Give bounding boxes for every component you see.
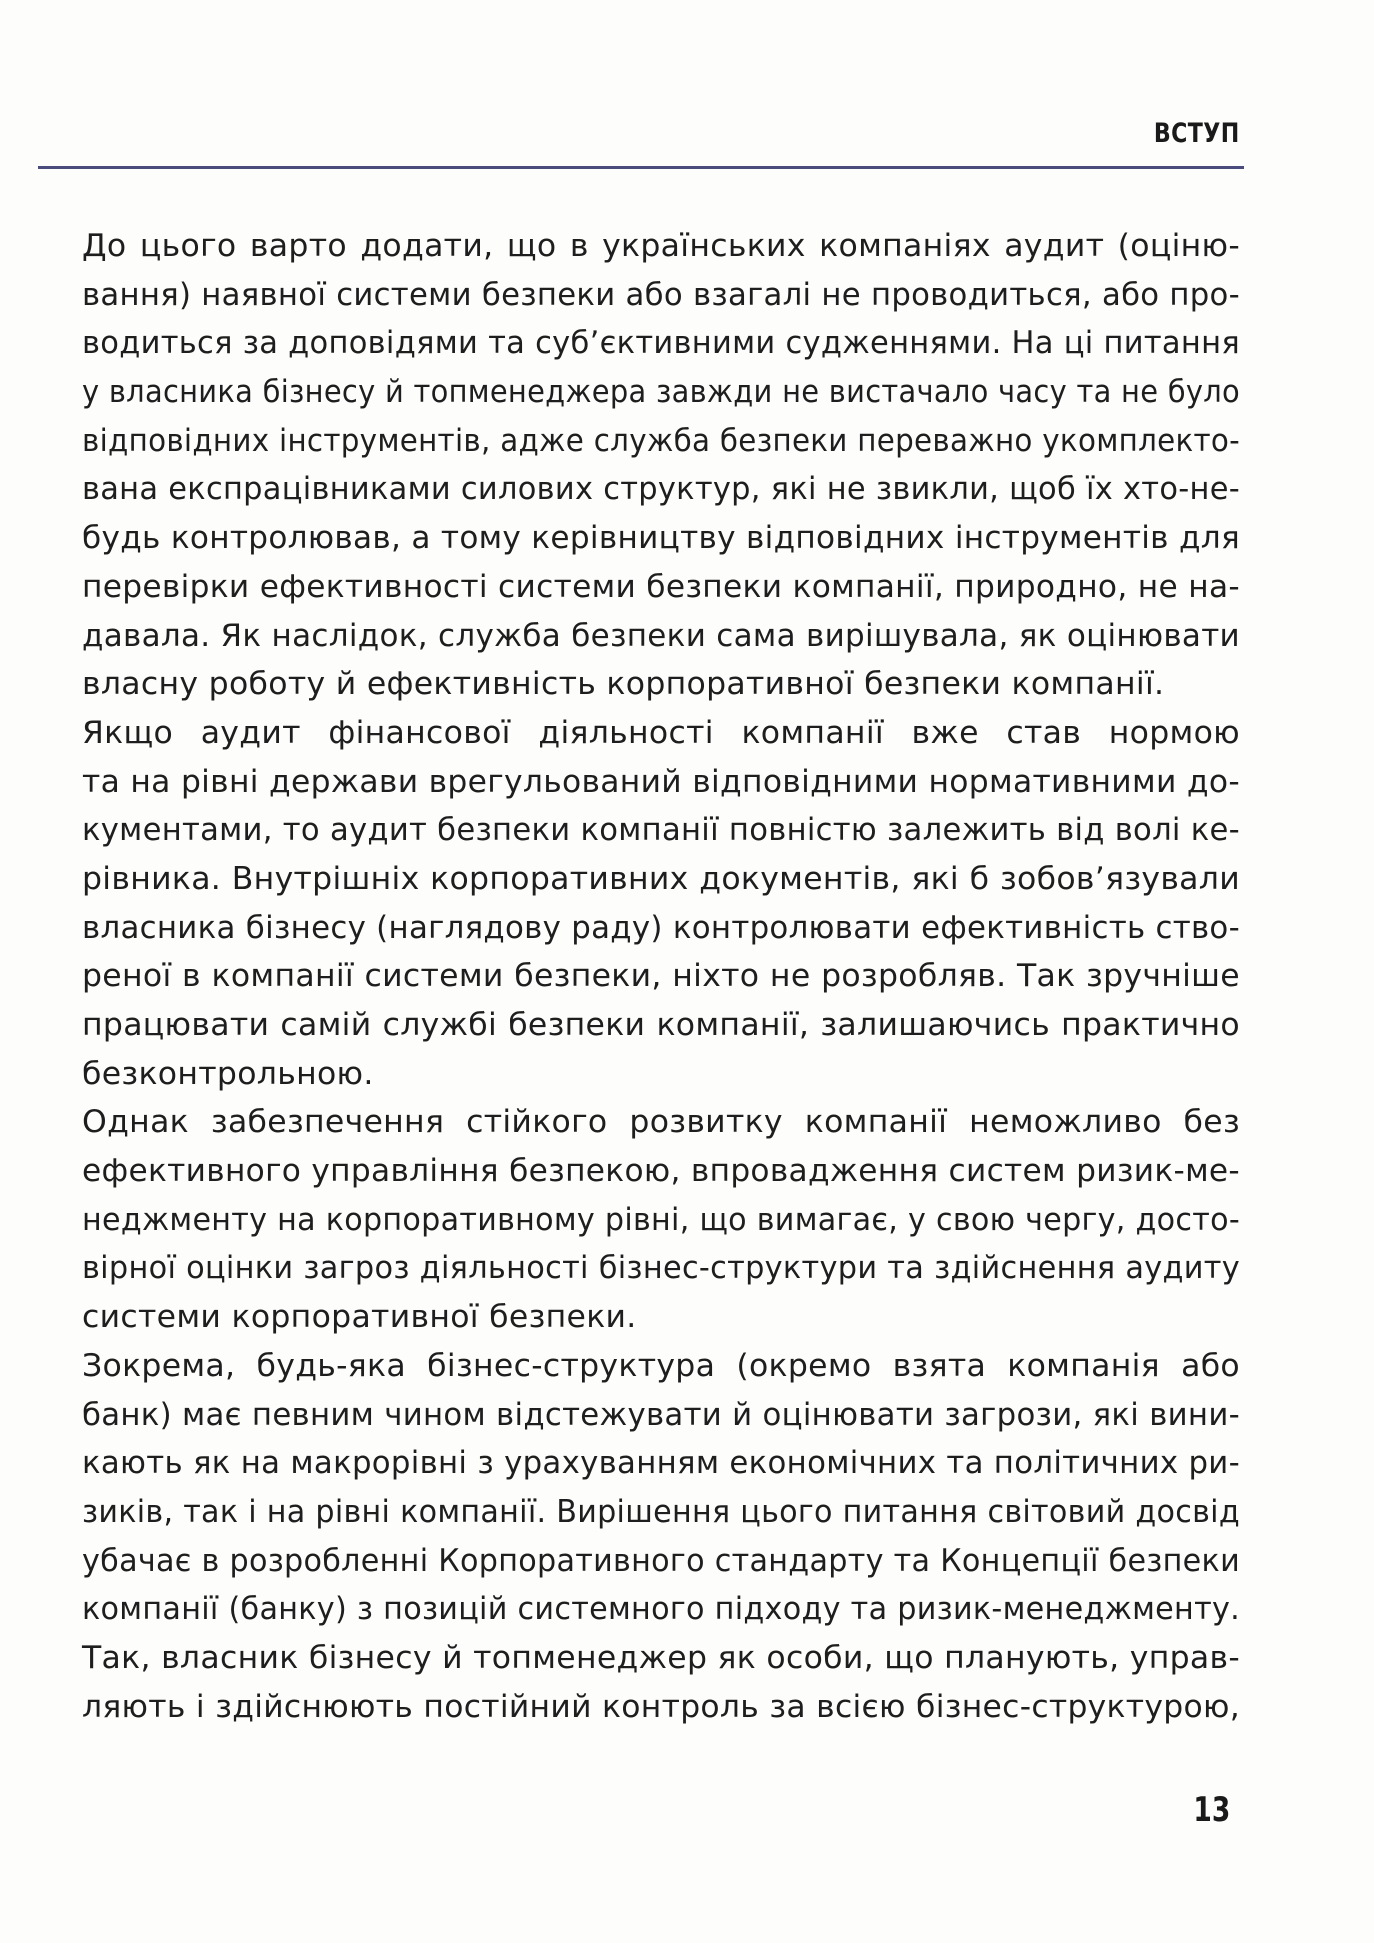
body-text — [82, 222, 1240, 1731]
text-line: власну роботу й ефективність корпоративної безпеки компанії. — [82, 666, 1165, 703]
text-line: Зокрема, будь-яка бізнес-структура (окремо взята компанія або — [82, 1347, 1240, 1384]
text-line: зиків, так і на рівні компанії. Вирішення цього питання світовий досвід — [82, 1493, 1240, 1530]
text-line: працювати самій службі безпеки компанії, залишаючись практично — [82, 1007, 1240, 1043]
text-line: реної в компанії системи безпеки, ніхто не розробляв. Так зручніше — [82, 958, 1240, 995]
text-line: неджменту на корпоративному рівні, що вимагає, у свою чергу, досто- — [82, 1201, 1240, 1238]
text-line: кають як на макрорівні з урахуванням економічних та політичних ри- — [82, 1445, 1240, 1482]
text-line: Якщо аудит фінансової діяльності компанії вже став нормою — [82, 714, 1240, 751]
text-line: банк) має певним чином відстежувати й оцінювати загрози, які вини- — [82, 1396, 1240, 1433]
text-line: системи корпоративної безпеки. — [82, 1299, 637, 1336]
text-line: кументами, то аудит безпеки компанії повністю залежить від волі ке- — [82, 812, 1240, 849]
text-line: вана експрацівниками силових структур, які не звикли, щоб їх хто-не- — [82, 471, 1240, 508]
text-line: відповідних інструментів, адже служба безпеки переважно укомплекто- — [82, 422, 1240, 459]
text-line: безконтрольною. — [82, 1055, 374, 1092]
header-rule — [38, 166, 1244, 169]
text-line: Однак забезпечення стійкого розвитку компанії неможливо без — [82, 1104, 1240, 1141]
text-line: ляють і здійснюють постійний контроль за всією бізнес-структурою, — [82, 1688, 1240, 1725]
text-line: ефективного управління безпекою, впровадження систем ризик-ме- — [82, 1153, 1240, 1190]
page-number: 13 — [1193, 1790, 1230, 1830]
text-line: давала. Як наслідок, служба безпеки сама вирішувала, як оцінювати — [82, 617, 1240, 654]
text-line: вірної оцінки загроз діяльності бізнес-структури та здійснення аудиту — [82, 1250, 1240, 1287]
text-line: у власника бізнесу й топменеджера завжди не вистачало часу та не було — [82, 374, 1240, 411]
text-line: вання) наявної системи безпеки або взагалі не проводиться, або про- — [82, 276, 1240, 313]
running-head: ВСТУП — [1154, 118, 1240, 149]
text-line: будь контролював, а тому керівництву відповідних інструментів для — [82, 520, 1240, 557]
text-line: убачає в розробленні Корпоративного стандарту та Концепції безпеки — [82, 1542, 1240, 1579]
text-line: компанії (банку) з позицій системного підходу та ризик-менеджменту. — [82, 1591, 1240, 1628]
text-line: рівника. Внутрішніх корпоративних документів, які б зобов’язували — [82, 860, 1240, 897]
text-line: та на рівні держави врегульований відповідними нормативними до- — [82, 763, 1240, 800]
text-line: перевірки ефективності системи безпеки компанії, природно, не на- — [82, 568, 1240, 605]
text-line: До цього варто додати, що в українських компаніях аудит (оціню- — [82, 228, 1240, 264]
text-line: водиться за доповідями та суб’єктивними судженнями. На ці питання — [82, 325, 1240, 362]
text-line: Так, власник бізнесу й топменеджер як особи, що планують, управ- — [82, 1639, 1240, 1676]
text-line: власника бізнесу (наглядову раду) контролювати ефективність ство- — [82, 909, 1240, 946]
